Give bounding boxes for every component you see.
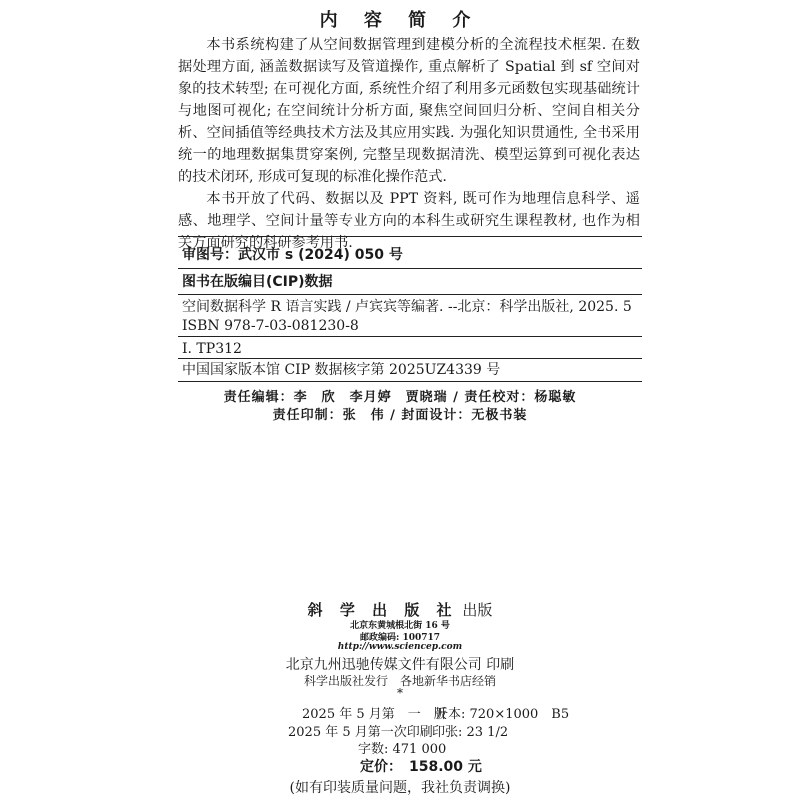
publisher-suffix: 出版 [462,601,493,619]
divider-cip-body [178,294,642,295]
divider-cip-heading [178,268,642,269]
cip-data-number: 中国国家版本馆 CIP 数据核字第 2025UZ4339 号 [182,362,501,378]
cip-isbn: ISBN 978-7-03-081230-8 [182,318,359,334]
print-date: 2025 年 5 月第一次印刷 [288,725,433,740]
print-sheets: 印张: 23 1/2 [432,725,509,740]
divider-classification [178,358,642,359]
price: 定价： 158.00 元 [360,759,482,775]
separator-star: * [397,686,403,700]
abstract-paragraph-1: 本书系统构建了从空间数据管理到建模分析的全流程技术框架. 在数据处理方面, 涵盖数据读写及管道操作, 重点解析了 Spatial 到 sf 空间对象的技术转型; 在可视化方面, 系统性介绍了利用多元函数包实现基础统计与地图可视化; 在空间统计分析方面, 聚焦空间回归分析、空间自相关分析、空间插值等经典技术方法及其应用实践. 为强化知识贯通性, 全书采用统一的地理数据集贯穿案例, 完整呈现数据清洗、模型运算到可视化表达的技术闭环, 形成可复现的标准化操作范式. [178,37,640,185]
credits-line-1: 责任编辑：李 欣 李月婷 贾晓瑞 / 责任校对：杨聪敏 [223,390,577,405]
publisher-logo: 斜 学 出 版 社 [307,601,458,619]
divider-top [178,236,642,237]
quality-notice: (如有印装质量问题，我社负责调换) [289,780,511,796]
abstract-paragraph-2: 本书开放了代码、数据以及 PPT 资料, 既可作为地理信息科学、遥感、地理学、空间计量等专业方向的本科生或研究生课程教材, 也作为相关方面研究的科研参考用书. [178,191,640,251]
edition-date: 2025 年 5 月第 一 版 [302,707,447,722]
printer: 北京九州迅驰传媒文件有限公司 印刷 [285,657,515,673]
cip-book-line: 空间数据科学 R 语言实践 / 卢宾宾等编著. --北京：科学出版社, 2025. 5 [182,299,632,315]
publisher-name [0,599,800,620]
map-approval-number: 审图号：武汉市 s (2024) 050 号 [182,247,403,263]
divider-isbn [178,336,642,337]
publisher-postcode: 邮政编码: 100717 [359,633,441,643]
publisher-address: 北京东黄城根北街 16 号 [350,621,450,631]
cip-heading: 图书在版编目(CIP)数据 [182,274,333,290]
word-count: 字数: 471 000 [358,742,447,757]
divider-bottom [178,381,642,382]
abstract-title: 内 容 简 介 [319,10,481,31]
abstract-body [178,34,640,254]
distribution: 科学出版社发行 各地新华书店经销 [303,674,496,688]
publisher-website: http://www.sciencep.com [337,642,463,652]
cip-classification: Ⅰ. TP312 [182,341,242,357]
credits-line-2: 责任印制：张 伟 / 封面设计：无极书装 [272,408,528,423]
edition-format: 开本: 720×1000 B5 [435,707,570,722]
